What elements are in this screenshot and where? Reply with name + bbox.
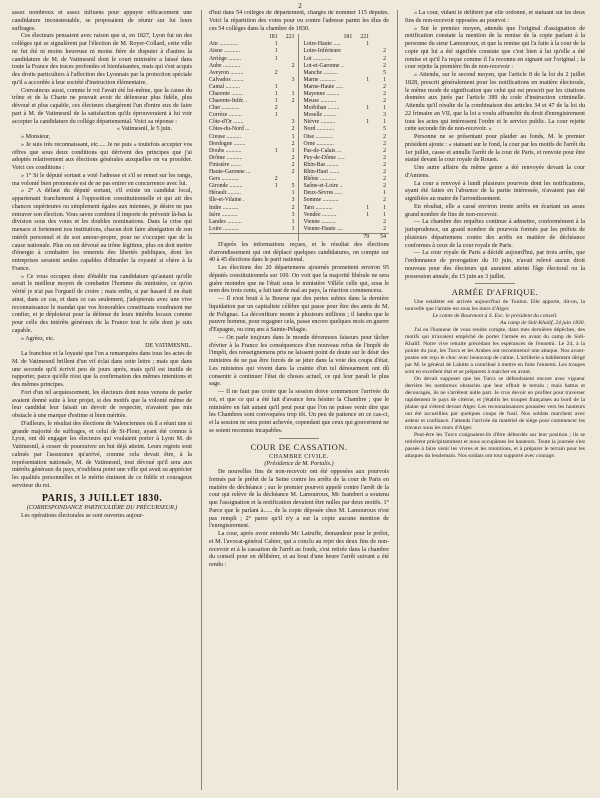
header-181: 181: [343, 34, 353, 41]
vote-221: 2: [291, 161, 295, 168]
column-rule: [201, 10, 202, 790]
letter-paragraph: » Je suis très reconnaissant, etc..... Je ne puis » toutefois accepter vos offres que sous deux conditions qui dérivent des principes que j'ai adoptés relativement aux élections générales auxquelles on va procéder. Voici ces conditions :: [12, 141, 192, 171]
vote-181: [355, 148, 372, 155]
department-name: Ain .............: [209, 41, 238, 48]
department-name: Loire-Inférieure: [303, 48, 341, 55]
vote-181: [355, 134, 372, 141]
department-name: Loire ...........: [209, 225, 239, 232]
vote-221: 1: [291, 190, 295, 197]
vote-181: [355, 183, 372, 190]
department-name: Deux-Sèvres .....: [303, 190, 343, 197]
vote-181: [355, 169, 372, 176]
vote-221: 2: [291, 204, 295, 211]
department-name: Mayenne .........: [303, 91, 340, 97]
department-name: Morbihan ........: [303, 105, 340, 112]
vote-221: 2: [383, 154, 386, 161]
vote-181: 2: [274, 69, 278, 76]
vote-221: 2: [291, 98, 295, 105]
department-name: Vienne-Haute ....: [303, 225, 343, 232]
vote-181: 1: [366, 119, 370, 126]
department-name: Nord ............: [303, 126, 335, 133]
department-name: Marne-Haute .....: [303, 83, 344, 90]
vote-221: 2: [291, 140, 295, 147]
vote-181: 1: [274, 183, 278, 190]
vote-221: 3: [291, 197, 295, 204]
vote-181: 1: [366, 105, 370, 112]
department-name: Côte-d'Or .......: [209, 119, 244, 126]
vote-221: 2: [383, 91, 386, 97]
correspondence-note: (CORRESPONDANCE PARTICULIÈRE DU PRÉCURSEUR.): [26, 504, 178, 511]
department-name: Orne ............: [303, 140, 334, 147]
vote-181: 1: [366, 41, 370, 48]
vote-221: [281, 70, 298, 77]
total-spacer: [281, 233, 298, 241]
vote-221: 5: [383, 69, 386, 76]
total-181: 79: [355, 233, 372, 241]
column-3: [405, 10, 585, 792]
vote-221: 3: [383, 112, 386, 119]
department-name: Hérault .........: [209, 190, 241, 197]
vote-181: [355, 155, 372, 162]
department-name: Puy-de-Dôme .....: [303, 154, 345, 161]
section-heading: ARMÉE D'AFRIQUE.: [451, 287, 539, 298]
department-name: Arriège .........: [209, 55, 242, 62]
paragraph: D'après les informations reçues, et le résultat des élections d'arrondissement qui ont déplacé quelques candidatures, on compte sur 40 à 45 élections dans le parti national.: [209, 241, 389, 264]
vote-221: 1: [383, 190, 386, 197]
table-row: [209, 197, 389, 204]
vote-221: 1: [383, 119, 386, 126]
paragraph: Fort d'un tel acquiescement, les électeurs dont nous venons de parler avaient donné suite à leur projet, si des motifs que la volonté même de leur candidat leur faisait un devoir de respecter, n'avaient pas mis obstacle à une marque d'estime si bien méritée.: [12, 389, 192, 419]
department-name: Tarn ............: [303, 204, 333, 211]
table-row: [209, 48, 389, 55]
vote-181: 2: [274, 105, 278, 112]
letter-paragraph: » Ce vous occupez donc d'établir ma candidature qu'autant qu'elle serait le meilleur moyen de combattre l'homme du ministère, ce qu'en vérité je n'ai pas l'orgueil de croire ; mais enfin, si par hasard il en était ainsi, dans ce cas, et dans ce cas seulement, j'adopterais avec une vive reconnaissance le mandat que vos honorables constituans voudraient me confier, et je déploierai pour la défense de leurs intérêts locaux comme pour celle des intérêts généraux de la France tout le zèle dont je suis capable.: [12, 273, 192, 334]
department-name: Dordogne ........: [209, 140, 246, 147]
paragraph: D'ailleurs, le résultat des élections de Valenciennes où il a réuni une si grande majorité de suffrages, et celui de St-Flour, ayant été connus à Lyon, ont dû engager les électeurs qui voulaient porter à Lyon M. de Vatimesnil, à cesser de poursuivre un but déjà atteint. Leurs regrets sont calmés par l'assurance qu'arrivé, comme cela devait être, à la représentation nationale, M. de Vatimesnil, tout dévoué qu'il sera aux intérêts généraux du pays, n'oubliera point une ville qui avait su apprécier les qualités personnelles et le mérite éminent de ce fidèle et courageux serviteur du roi.: [12, 420, 192, 489]
vote-221: 2: [291, 169, 295, 176]
header-221: 221: [285, 34, 295, 41]
vote-181: [355, 226, 372, 234]
vote-221: 1: [383, 204, 386, 211]
vote-181: [355, 112, 372, 119]
vote-181: 1: [274, 55, 278, 62]
vote-181: 1: [274, 41, 278, 48]
department-name: Doubs ...........: [209, 147, 242, 154]
department-name: Cher ............: [209, 105, 240, 112]
department-name: Lot-et-Garonne ..: [303, 62, 344, 69]
paragraph: Ces électeurs pensaient avec raison que si, en 1827, Lyon fut un des colléges qui se signalèrent par l'élection de M. Royer-Collard, cette ville ne fut été ni moins heureuse ni moins fière de disputer à d'autres la candidature de M. de Vatimesnil dont le court ministère a laissé dans toute la France des traces profondes et bienfaisantes, mais qui s'est acquis des droits particuliers à l'affection des Lyonnais par la protection spéciale qu'il a accordée à leur société d'instruction élémentaire.: [12, 33, 192, 86]
column-rule: [397, 10, 398, 790]
vote-181: [264, 134, 281, 141]
paragraph: Convaincus aussi, comme le roi l'avait été lui-même, que la cause du trône et de la Charte ne pouvait avoir de défenseur plus fidèle, plus dévoué et plus capable, ces électeurs chargèrent l'un d'entre eux de faire part à M. de Vatimesnil de la satisfaction qu'ils éprouveraient à lui voir accepter la candidature du collége départemental. Voici sa réponse :: [12, 87, 192, 125]
table-row: [209, 226, 389, 234]
paragraph: » Sur le premier moyen, attendu que l'original d'assignation de notification constate la mention de la remise de la copie parlant à la personne du sieur Lamouroux, et que la remise qui l'a faite à la cour de la copie qui lui a été signifiée constate que c'est bien à lui qu'elle a été remise et qu'il l'a reçue comme il l'a reconnu en signant sur l'original ; la cour rejette la première fin de non-recevoir :: [405, 25, 585, 71]
table-row: [209, 162, 389, 169]
vote-181: [355, 176, 372, 183]
vote-181: 1: [274, 48, 278, 55]
table-row: [209, 77, 389, 84]
table-row: [209, 176, 389, 183]
paragraph: La cour a renvoyé à lundi plusieurs pourvois dont les notifications, ayant été faites en l'absence de la partie intéressée, n'avaient pas été signifiées au maire de l'arrondissement.: [405, 180, 585, 202]
table-row: [209, 148, 389, 155]
page-number: 2: [298, 2, 302, 10]
dateline-heading: PARIS, 3 JUILLET 1830.: [41, 492, 163, 504]
vote-221: 2: [383, 169, 386, 176]
paragraph: J'ai eu l'honneur de vous rendre compte, dans mes dernières dépêches, des motifs qui m'avaient empêché de porter l'armée en avant du camp de Sidi-Khalif. Notre vive retraite précédant les espérances de l'ennemi. Le 24, à la pointe du jour, les Turcs et les Arabes ont recommencé une attaque. Nos avant-postes ont reçu le choc avec beaucoup de calme. L'artillerie a habilement dirigé par M. le général de Lahitte a contribué à mettre en fuite l'ennemi. Les troupes sont en excellent état et se préparent à marcher en avant.: [405, 327, 585, 376]
vote-221: 2: [383, 161, 386, 168]
vote-221: [281, 48, 298, 55]
header-221: 221: [360, 34, 370, 41]
department-name: Ille-et-Vilaine .: [209, 197, 245, 204]
vote-221: 2: [291, 62, 295, 69]
paragraph: La cour, après avoir entendu Mc Latruffe, demandeur pour le préfet, et M. l'avocat-général Cahier, qui a conclu au rejet des deux fins de non-recevoir et à la cassation de l'arrêt au fonds, s'est retirée dans la chambre du conseil pour en délibérer, et au bout d'une heure l'arrêt suivant a été rendu :: [209, 531, 389, 569]
paragraph: Une estafette est arrivée aujourd'hui de Toulon. Elle apporte, dit-on, la nouvelle que l'armée est sous les murs d'Alger.: [405, 299, 585, 313]
vote-221: 2: [383, 83, 386, 90]
department-name: Marne ...........: [303, 76, 336, 83]
department-name: Pas-de-Calais ...: [303, 147, 342, 154]
vote-181: [355, 219, 372, 226]
vote-221: 1: [383, 105, 386, 112]
paragraph: En résultat, elle a cassé environ trente arrêts en écartant un assez grand nombre de fins de non-recevoir.: [405, 203, 585, 218]
vote-181: [264, 219, 281, 226]
vote-221: 1: [291, 147, 295, 154]
paragraph: « La cour, vidant le délibéré par elle ordonné, et statuant sur les deux fins de non-recevoir opposées au pourvoi :: [405, 10, 585, 24]
table-header-row: [209, 34, 389, 41]
vote-181: 1: [366, 76, 370, 83]
vote-181: [355, 63, 372, 70]
department-name: Oise ............: [303, 133, 333, 140]
department-name: Charente-Infér. .: [209, 98, 248, 105]
table-row: [209, 183, 389, 190]
department-name: Finistère .......: [209, 161, 241, 168]
letter-salutation: » Monsieur,: [21, 134, 51, 140]
paragraph: — Il n'est bruit à la Bourse que des pertes subies dans la dernière liquidation par un capitaliste célèbre qui passe pour être des amis de M. de Polignac. La déconfiture monte à plusieurs millions ; il fandra que le pauvre homme, pour regagner cela, passe encore quelques mois en guerre d'Espagne, ou cinq ans à Sainte-Pélagie.: [209, 296, 389, 334]
vote-221: [281, 176, 298, 183]
vote-221: [281, 56, 298, 63]
vote-181: [355, 56, 372, 63]
letter-signature: DE VATIMESNIL.: [145, 343, 192, 350]
total-spacer: [264, 233, 281, 241]
paragraph: — La cour royale de Paris a décidé aujourd'hui, par trois arrêts, que l'ordonnance de prorogation du 10 juin, n'avait relevé aucun droit nouveau pour des électeurs qui auraient atteint l'âge électoral ou la possession annale, du 15 juin au 3 juillet.: [405, 250, 585, 280]
table-row: [209, 98, 389, 105]
vote-181: [355, 197, 372, 204]
vote-221: 2: [383, 147, 386, 154]
vote-181: [264, 197, 281, 204]
table-row: [209, 169, 389, 176]
department-name: Lot .............: [303, 55, 332, 62]
table-row: [209, 105, 389, 112]
letter-paragraph: » 1° Si le député sortant a voté l'adresse et s'il se remet sur les rangs, ma volonté bien prononcée est de ne pas entrer en concurrence avec lui.: [12, 172, 192, 187]
header-181: 181: [268, 34, 278, 41]
vote-221: [281, 84, 298, 91]
table-row: [209, 219, 389, 226]
vote-181: [264, 155, 281, 162]
presidence-note: (Présidence de M. Portalis.): [264, 461, 334, 468]
vote-181: [264, 226, 281, 234]
vote-221: 2: [383, 133, 386, 140]
total-spacer: [209, 233, 264, 241]
vote-221: 5: [383, 126, 386, 133]
vote-221: 2: [383, 98, 386, 105]
vote-221: 2: [383, 225, 386, 232]
vote-181: 1: [366, 211, 370, 218]
paragraph: Une autre affaire du même genre a été renvoyée devant la cour d'Amiens.: [405, 165, 585, 179]
department-name: Gers ............: [209, 176, 239, 183]
vote-181: 2: [274, 176, 278, 183]
paragraph: De nouvelles fins de non-recevoir ont été opposées aux pourvois formés par le préfet de la Seine contre les arrêts de la cour de Paris en matière de déchéance ; sur le premier pourvoi appelé contre l'arrêt de la cour qui relève de la déchéance M. Lamouroux, Mc Isambert a soutenu que l'assignation et la notification devaient être nulles par deux motifs. 1° Parce que le parlant à...... de la copie déposée chez M. Lamouroux n'est pas rempli ; 2° parce qu'il n'y a sur la copie aucune mention de l'enregistrement.: [209, 469, 389, 530]
department-name: Calvados ........: [209, 76, 244, 83]
table-row: [209, 70, 389, 77]
vote-221: [281, 41, 298, 48]
vote-181: [264, 169, 281, 176]
paragraph: d'hui dans 54 colléges de département, chargés de nommer 115 députés. Voici la répartition des votes pour ou contre l'adresse parmi les élus de ces 54 colléges dans la chambre de 1830.: [209, 10, 389, 32]
vote-181: [355, 84, 372, 91]
header-spacer: [209, 34, 264, 41]
table-row: [209, 126, 389, 133]
department-name: Corrèze .........: [209, 112, 242, 119]
table-total-row: [209, 233, 389, 241]
table-row: [209, 205, 389, 212]
vote-181: [355, 48, 372, 55]
department-name: Rhin-Haut .......: [303, 169, 340, 176]
vote-221: 5: [291, 183, 295, 190]
vote-221: [372, 41, 389, 48]
vote-181: [264, 190, 281, 197]
vote-221: 2: [383, 183, 386, 190]
department-name: Charente ........: [209, 91, 243, 97]
department-name: Moselle .........: [303, 112, 337, 119]
paragraph: » Attendu, sur le second moyen, que l'article 8 de la loi du 2 juillet 1828, prescrit généralement pour les notifications en matière électorale, le même mode de signification que celui qui est prescrit par les citations données aux jurés par l'article 389 du code d'instruction criminelle. Attendu qu'il résulte de la combinaison des articles 34 et 47 de la loi du 22 frimaire an VII, que la loi a voulu affranchir du droit d'enregistrement tous les actes qui intéressent l'ordre et le service public. La cour rejette cette seconde fin de non-recevoir. »: [405, 72, 585, 133]
department-name: Cantal ..........: [209, 83, 241, 90]
vote-221: 1: [383, 76, 386, 83]
vote-181: [355, 98, 372, 105]
vote-181: [264, 126, 281, 133]
vote-181: [264, 212, 281, 219]
paragraph: Les opérations électorales se sont ouvertes aujour-: [21, 513, 144, 520]
vote-181: 1: [274, 112, 278, 119]
department-name: Saône-et-Loire ..: [303, 183, 343, 190]
vote-181: [264, 205, 281, 212]
table-row: [209, 56, 389, 63]
department-name: Manche ..........: [303, 69, 339, 76]
vote-221: 1: [291, 133, 295, 140]
department-name: Gironde .........: [209, 183, 243, 190]
vote-181: [355, 126, 372, 133]
vote-181: 1: [274, 98, 278, 105]
table-row: [209, 190, 389, 197]
section-heading: COUR DE CASSATION.: [250, 441, 348, 452]
vote-181: [355, 70, 372, 77]
department-name: Meuse ...........: [303, 98, 337, 105]
vote-221: 2: [383, 218, 386, 225]
vote-181: 1: [274, 91, 278, 97]
vote-221: 2: [383, 48, 386, 55]
section-subheading: CHAMBRE CIVILE.: [269, 453, 329, 460]
column-2: [209, 10, 389, 792]
vote-221: 1: [291, 225, 295, 232]
total-221: 54: [372, 233, 389, 241]
vote-181: [355, 162, 372, 169]
table-row: [209, 84, 389, 91]
letter-closing: » Agréez, etc.: [21, 335, 55, 342]
department-name: Loire-Haute .....: [303, 41, 341, 48]
vote-221: 2: [291, 126, 295, 133]
letter-dateline: « Vatimesnil, le 5 juin.: [116, 126, 172, 133]
paragraph: assez nombreux et assez influens pour appuyer efficacement une candidature inconstestable, se proposaient de réunir sur lui leurs suffrages.: [12, 10, 192, 32]
vote-221: 2: [383, 140, 386, 147]
vote-221: 2: [383, 55, 386, 62]
paragraph: Les élections des 20 départemens ajournés promettent environ 95 députés constitutionnels sur 100. On voit que la majorité libérale ne sera guère moindre que ne l'était sous le ministère Villèle celle qui, sous le nom des trois cents, a fait tant de mal au pays, la réaction commencera.: [209, 265, 389, 295]
vote-181: [355, 190, 372, 197]
divider: [279, 438, 319, 439]
vote-221: 2: [291, 154, 295, 161]
vote-221: [281, 112, 298, 119]
paragraph: — La chambre des requêtes continue à admettre, conformément à la jurisprudence, un grand nombre de pourvois formés par les préfets de plusieurs départemens contre des arrêts en matière de déchéance conformes à ceux de la cour royale de Paris.: [405, 219, 585, 249]
table-row: [209, 119, 389, 126]
department-name: Creuse ..........: [209, 133, 242, 140]
vote-221: 1: [291, 91, 295, 97]
department-name: Drôme ...........: [209, 154, 243, 161]
vote-181: [264, 162, 281, 169]
letter-paragraph: » 2° A défaut du député sortant, s'il existe un candidat local, appartenant franchement à l'opposition constitutionnelle et qui ait des chances supérieures ou simplement égales aux miennes, je désire ne pas entraver son élection. Vous savez combien il importe de prévenir là-bas la division sous des votes et les doubles nominations. Dans la crise qui menace si fortement nos institutions, chacun doit faire abnégation de son intérêt personnel et de son amour-propre, pour ne s'occuper que de la cause nationale. Plus on est dévoué au trône légitime, plus on doit mettre d'énergie à combattre les ennemis des libertés publiques, dont les entreprises seraient seules capables d'ébranler la royauté si chère à la France.: [12, 188, 192, 272]
department-name: Rhône ...........: [303, 176, 336, 183]
department-name: Côtes-du-Nord ...: [209, 126, 250, 133]
vote-221: 1: [291, 218, 295, 225]
table-row: [209, 41, 389, 48]
vote-221: [281, 105, 298, 112]
vote-221: 3: [291, 211, 295, 218]
table-row: [209, 155, 389, 162]
department-name: Somme ...........: [303, 197, 339, 204]
vote-221: 3: [291, 76, 295, 83]
vote-181: 1: [274, 83, 278, 90]
department-name: Isère ...........: [209, 211, 238, 218]
vote-181: [264, 63, 281, 70]
column-1: [12, 10, 192, 792]
vote-221: 3: [291, 119, 295, 126]
election-table: [209, 34, 389, 241]
vote-181: [264, 119, 281, 126]
letter-place: Au camp de Sidi-Khalif, 24 juin 1830.: [500, 320, 585, 327]
vote-181: [264, 141, 281, 148]
vote-181: [264, 77, 281, 84]
department-name: Nièvre ..........: [303, 119, 336, 126]
department-name: Haute-Garonne ...: [209, 169, 251, 176]
department-name: Indre ...........: [209, 204, 239, 211]
department-name: Aube ............: [209, 62, 241, 69]
table-row: [209, 134, 389, 141]
table-row: [209, 112, 389, 119]
department-name: Landes ..........: [209, 218, 242, 225]
vote-181: 1: [366, 204, 370, 211]
vote-181: [355, 91, 372, 98]
table-row: [209, 141, 389, 148]
paragraph: Peut-être les Turcs craignaient-ils d'être débordés sur leur position ; ils se retirèrent précipitamment et nous occupâmes les hauteurs. Toute la journée s'est passée à faire venir les vivres et les munitions, et à préparer le terrain pour les attaques du lendemain. Nos soldats ont tout supporté avec courage.: [405, 432, 585, 460]
paragraph: — Il ne faut pas croire que la session doive commencer l'arrivée du roi, et que ce qui a été fait d'avance fera hésiter la Chambre ; que le ministère en fait autant qu'il peut pour que l'on ne puisse venir dire que les Chambres sont convoquées trop tôt. Un peu de patience en ce cas-ci, et la session ne sera point achevée, cependant que ceux qui gouvernent ne se soient reconnus incapables.: [209, 389, 389, 434]
paragraph: — On parle toujours dans le monde dévennoes faiseurs pour tâcher d'éviter à la France les conséquences d'un nouveau refus de l'impôt de l'impôt, des renseignemens pris ne laissent point de doute sur le désir des ministres de ne pas être forcés de se jeter dans la voie des coups d'état. Les ministres qui vivent dans la crainte d'un tel dénouement ont dû consentir à continuer l'état de choses actuel, ce qui leur paraît le plus sage.: [209, 334, 389, 388]
vote-221: 1: [383, 211, 386, 218]
vote-221: 2: [383, 197, 386, 204]
paragraph: La franchise et la loyauté que l'on a remarquées dans tous les actes de M. de Vatimesnil brillent d'un vif éclat dans cette lettre ; mais que dans une seconde qu'il écrivit peu de jours après, mais qu'il est inutile de rapporter, parce qu'elle n'est que la confirmation des mêmes intentions et des mêmes principes.: [12, 351, 192, 388]
table-row: [209, 63, 389, 70]
department-name: Vendée ..........: [303, 211, 337, 218]
table-row: [209, 212, 389, 219]
paragraph: Personne ne se présentant pour plaider au fonds, M. le premier président ajoute : « statuant sur le fond, la cour par les motifs de l'arrêt du 1er juillet, casse et annulle l'arrêt de la cour de Paris, et renvoie pour être statué devant la cour royale de Rouen.: [405, 134, 585, 164]
department-name: Rhin-Bas ........: [303, 161, 339, 168]
vote-181: 1: [274, 147, 278, 154]
divider: [475, 283, 515, 284]
paragraph: On devait supposer que les Turcs se défendraient encore avec vigueur derrière les nombreux obstacles que leur offrait le terrain ; mais battus et découragés, ils ne s'arrêtent nulle part. Je crus devoir en profiter pour traverser rapidement le pays de citerne, et j'établis les troupes françaises au bord de la plaine qui s'étend devant Alger. Les reconnaissances poussées vers les hauteurs ont été accueillies par quelques coups de fusil. Nos soldats marchent avec ardeur et confiance. J'attends l'arrivée du matériel de siége pour commencer les travaux sous les murs d'Alger.: [405, 376, 585, 432]
vote-221: 2: [383, 176, 386, 183]
total-spacer: [303, 233, 355, 241]
letter-heading: Le comte de Bourmont à S. Exc. le président du conseil.: [432, 313, 558, 320]
department-name: Aveyron .........: [209, 69, 244, 76]
vote-181: [355, 141, 372, 148]
vote-221: 2: [383, 62, 386, 69]
department-name: Aisne ...........: [209, 48, 240, 55]
department-name: Vienne ..........: [303, 218, 336, 225]
